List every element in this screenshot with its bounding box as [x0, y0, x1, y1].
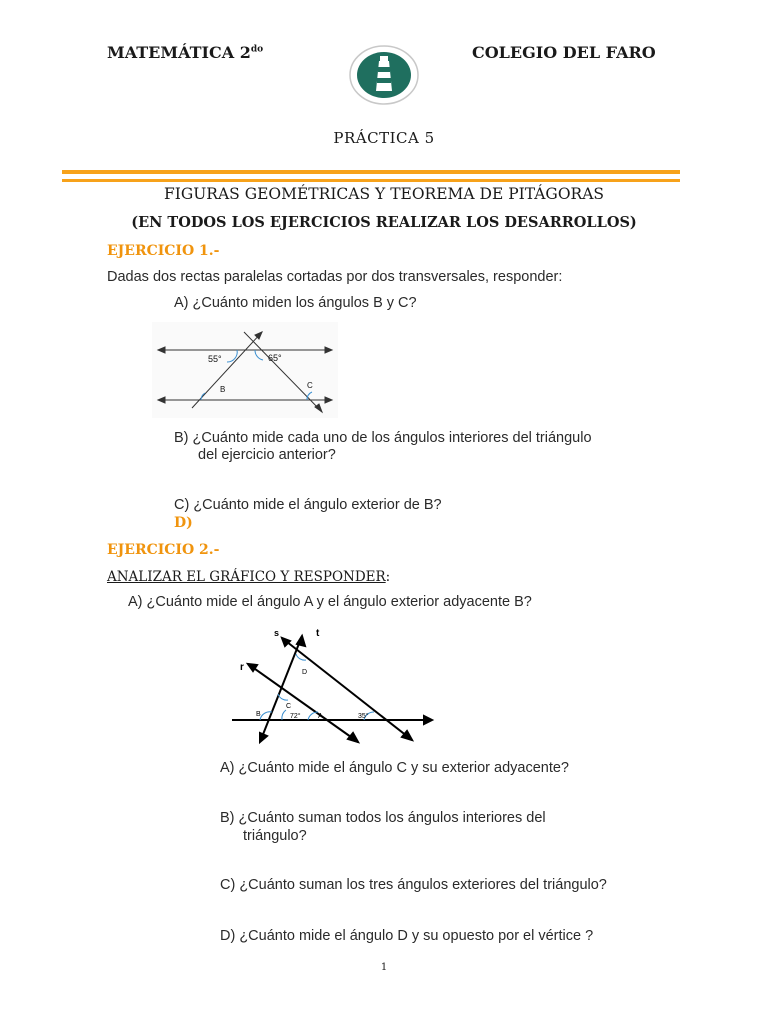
exercise-1-question-b-line2: del ejercicio anterior?: [198, 447, 336, 463]
subject-superscript: do: [250, 44, 264, 55]
line-s-label: s: [274, 628, 280, 638]
angle-35-label: 35°: [358, 713, 369, 720]
divider-top: [62, 170, 680, 174]
exercise-2-sub-b-line1: B) ¿Cuánto suman todos los ángulos interiores del: [220, 810, 546, 826]
angle-55-label: 55°: [208, 354, 222, 364]
school-name: COLEGIO DEL FARO: [472, 43, 656, 62]
exercise-2-sub-b-line2: triángulo?: [243, 828, 307, 844]
figure-triangle-transversals: [226, 624, 436, 748]
subtitle: (EN TODOS LOS EJERCICIOS REALIZAR LOS DESARROLLOS): [131, 214, 637, 231]
exercise-2-sub-a: A) ¿Cuánto mide el ángulo C y su exterior adyacente?: [220, 760, 569, 776]
instruction-colon: :: [385, 569, 391, 585]
header-subject: [107, 43, 263, 62]
line-r-label: r: [240, 662, 244, 673]
angle-65-label: 65°: [268, 353, 282, 363]
figure-parallel-lines: [152, 322, 338, 418]
page-number: 1: [380, 962, 388, 973]
divider-bottom: [62, 179, 680, 182]
exercise-1-heading: EJERCICIO 1.-: [107, 243, 220, 259]
angle-c-label: C: [286, 703, 292, 710]
exercise-1-question-a: A) ¿Cuánto miden los ángulos B y C?: [174, 295, 417, 311]
exercise-2-sub-c: C) ¿Cuánto suman los tres ángulos exteriores del triángulo?: [220, 877, 607, 893]
angle-72-label: 72°: [290, 713, 301, 720]
exercise-2-instruction: [107, 569, 390, 585]
angle-d-label: D: [302, 669, 308, 676]
angle-b-label: B: [220, 385, 226, 394]
main-title: FIGURAS GEOMÉTRICAS Y TEOREMA DE PITÁGORAS: [163, 185, 605, 203]
exercise-1-intro: Dadas dos rectas paralelas cortadas por dos transversales, responder:: [107, 269, 563, 285]
exercise-2-heading: EJERCICIO 2.-: [107, 542, 220, 558]
exercise-2-question-main: A) ¿Cuánto mide el ángulo A y el ángulo exterior adyacente B?: [128, 594, 532, 610]
practice-title: PRÁCTICA 5: [333, 129, 435, 147]
line-t-label: t: [316, 628, 320, 639]
angle-b-label: B: [256, 711, 261, 718]
subject-title: MATEMÁTICA 2: [107, 43, 251, 62]
instruction-text: ANALIZAR EL GRÁFICO Y RESPONDER: [107, 569, 386, 585]
angle-c-label: C: [307, 381, 313, 390]
exercise-1-question-b-line1: B) ¿Cuánto mide cada uno de los ángulos interiores del triángulo: [174, 430, 592, 446]
exercise-1-question-d: D): [174, 515, 193, 531]
school-logo: [349, 45, 419, 105]
exercise-2-sub-d: D) ¿Cuánto mide el ángulo D y su opuesto por el vértice ?: [220, 928, 594, 944]
angle-a-label: A: [318, 713, 323, 720]
exercise-1-question-c: C) ¿Cuánto mide el ángulo exterior de B?: [174, 497, 442, 513]
